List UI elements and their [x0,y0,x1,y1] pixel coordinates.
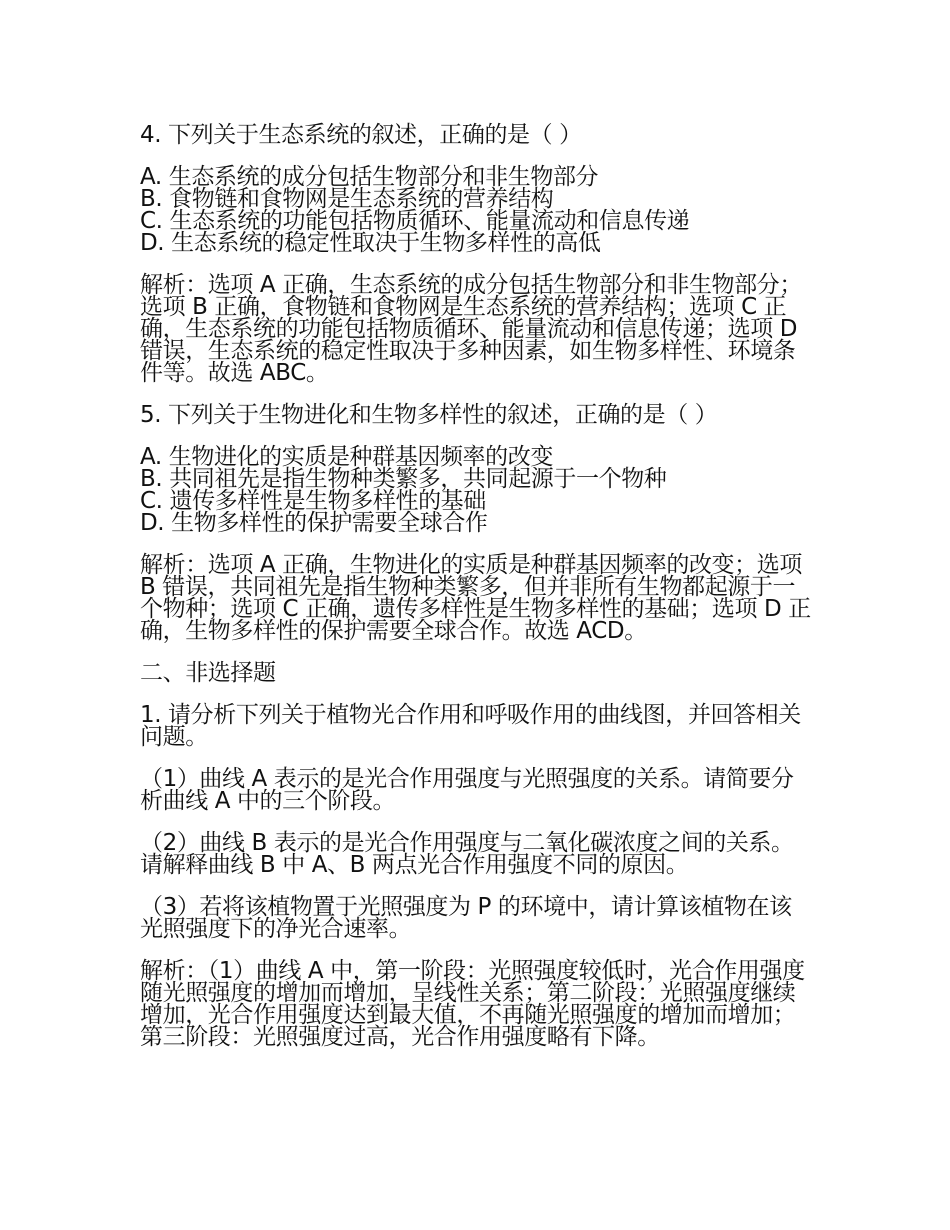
section-2-question-1-sub-2: （2）曲线 B 表示的是光合作用强度与二氧化碳浓度之间的关系。请解释曲线 B 中 A、B 两点光合作用强度不同的原因。 [140,830,794,878]
section-2-question-1-sub-3: （3）若将该植物置于光照强度为 P 的环境中，请计算该植物在该光照强度下的净光合速率。 [140,894,792,942]
question-4-option-c: C. 生态系统的功能包括物质循环、能量流动和信息传递 [140,208,690,234]
question-5-option-c: C. 遗传多样性是生物多样性的基础 [140,488,486,514]
section-2-title: 二、非选择题 [140,660,276,686]
section-2-question-1-stem: 1. 请分析下列关于植物光合作用和呼吸作用的曲线图，并回答相关问题。 [140,702,801,750]
section-2-question-1-analysis: 解析：（1）曲线 A 中，第一阶段：光照强度较低时，光合作用强度随光照强度的增加而增加，呈线性关系；第二阶段：光照强度继续增加，光合作用强度达到最大值，不再随光照强度的增加而增加；第三阶段：光照强度过高，光合作用强度略有下降。 [140,958,805,1050]
question-5-title: 5. 下列关于生物进化和生物多样性的叙述，正确的是（ ） [140,402,718,428]
question-5-option-d: D. 生物多样性的保护需要全球合作 [140,510,488,536]
section-2-question-1-sub-1: （1）曲线 A 表示的是光合作用强度与光照强度的关系。请简要分析曲线 A 中的三个阶段。 [140,766,794,814]
question-4-analysis: 解析：选项 A 正确，生态系统的成分包括生物部分和非生物部分；选项 B 正确，食物链和食物网是生态系统的营养结构；选项 C 正确，生态系统的功能包括物质循环、能量流动和信息传递；选项 D 错误，生态系统的稳定性取决于多种因素，如生物多样性、环境条件等。故选 ABC。 [140,272,802,386]
question-4-options [140,166,812,254]
question-4-option-b: B. 食物链和食物网是生态系统的营养结构 [140,186,554,212]
question-4-title: 4. 下列关于生态系统的叙述，正确的是（ ） [140,122,582,148]
document-page [140,124,812,1068]
question-4-option-a: A. 生态系统的成分包括生物部分和非生物部分 [140,164,599,190]
question-4-option-d: D. 生态系统的稳定性取决于生物多样性的高低 [140,230,601,256]
question-5-option-a: A. 生物进化的实质是种群基因频率的改变 [140,444,553,470]
question-5-options [140,446,812,534]
question-5-option-b: B. 共同祖先是指生物种类繁多，共同起源于一个物种 [140,466,667,492]
question-5-analysis: 解析：选项 A 正确，生物进化的实质是种群基因频率的改变；选项 B 错误，共同祖先是指生物种类繁多，但并非所有生物都起源于一个物种；选项 C 正确，遗传多样性是生物多样性的基础；选项 D 正确，生物多样性的保护需要全球合作。故选 ACD。 [140,552,811,644]
